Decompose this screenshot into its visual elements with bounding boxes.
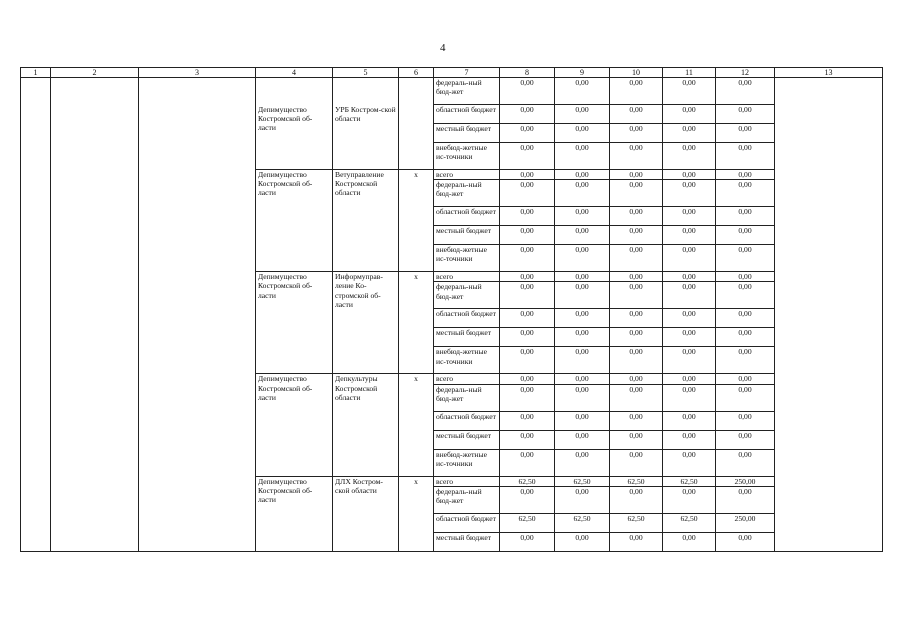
value-v11: 0,00: [663, 411, 716, 430]
value-v11: 0,00: [663, 282, 716, 309]
value-v9: 0,00: [555, 374, 610, 384]
value-v11: 0,00: [663, 124, 716, 143]
value-v12: 0,00: [716, 309, 775, 328]
value-v10: 0,00: [610, 170, 663, 180]
header-col-2: 2: [51, 68, 139, 78]
value-v8: 0,00: [500, 384, 555, 411]
value-v12: 0,00: [716, 105, 775, 124]
col-6-mark: x: [399, 170, 434, 272]
header-col-1: 1: [21, 68, 51, 78]
value-v9: 0,00: [555, 347, 610, 374]
value-v8: 0,00: [500, 282, 555, 309]
header-col-11: 11: [663, 68, 716, 78]
value-v11: 0,00: [663, 226, 716, 245]
col-13-cell: [775, 78, 883, 552]
value-v12: 0,00: [716, 78, 775, 105]
funding-source: федераль-ный бюд-жет: [434, 180, 500, 207]
funding-source: всего: [434, 476, 500, 486]
page-number: 4: [440, 42, 446, 54]
value-v8: 0,00: [500, 449, 555, 476]
value-v10: 0,00: [610, 105, 663, 124]
value-v11: 0,00: [663, 532, 716, 551]
value-v8: 0,00: [500, 411, 555, 430]
value-v9: 0,00: [555, 245, 610, 272]
funding-source: федераль-ный бюд-жет: [434, 384, 500, 411]
funding-source: местный бюджет: [434, 328, 500, 347]
value-v10: 62,50: [610, 513, 663, 532]
value-v12: 0,00: [716, 430, 775, 449]
value-v9: 0,00: [555, 143, 610, 170]
value-v10: 0,00: [610, 430, 663, 449]
value-v12: 0,00: [716, 124, 775, 143]
value-v8: 0,00: [500, 180, 555, 207]
value-v11: 0,00: [663, 374, 716, 384]
value-v8: 0,00: [500, 78, 555, 105]
budget-table: [20, 67, 883, 552]
value-v10: 0,00: [610, 245, 663, 272]
funding-source: всего: [434, 272, 500, 282]
header-col-12: 12: [716, 68, 775, 78]
value-v9: 0,00: [555, 486, 610, 513]
funding-source: внебюд-жетные ис-точники: [434, 347, 500, 374]
value-v12: 0,00: [716, 411, 775, 430]
value-v8: 0,00: [500, 486, 555, 513]
value-v11: 0,00: [663, 486, 716, 513]
funding-source: внебюд-жетные ис-точники: [434, 449, 500, 476]
value-v11: 0,00: [663, 78, 716, 105]
value-v12: 250,00: [716, 476, 775, 486]
col-6-mark: [399, 78, 434, 170]
col-6-mark: x: [399, 476, 434, 551]
value-v10: 0,00: [610, 486, 663, 513]
value-v8: 0,00: [500, 328, 555, 347]
value-v9: 0,00: [555, 532, 610, 551]
value-v11: 0,00: [663, 143, 716, 170]
value-v12: 0,00: [716, 486, 775, 513]
value-v9: 0,00: [555, 207, 610, 226]
value-v12: 0,00: [716, 207, 775, 226]
value-v9: 0,00: [555, 411, 610, 430]
value-v8: 62,50: [500, 476, 555, 486]
funding-source: федераль-ный бюд-жет: [434, 486, 500, 513]
value-v9: 0,00: [555, 105, 610, 124]
funding-source: областной бюджет: [434, 309, 500, 328]
value-v9: 0,00: [555, 449, 610, 476]
value-v8: 0,00: [500, 347, 555, 374]
responsible-executor: Депимущество Костромской об-ласти: [256, 170, 333, 272]
funding-source: внебюд-жетные ис-точники: [434, 143, 500, 170]
table-row: [21, 78, 883, 105]
value-v10: 0,00: [610, 226, 663, 245]
header-col-8: 8: [500, 68, 555, 78]
value-v12: 0,00: [716, 374, 775, 384]
value-v12: 0,00: [716, 384, 775, 411]
co-executor: Информуправ-ление Ко-стромской об-ласти: [333, 272, 399, 374]
responsible-executor: Депимущество Костромской об-ласти: [256, 476, 333, 551]
funding-source: всего: [434, 170, 500, 180]
value-v11: 0,00: [663, 245, 716, 272]
funding-source: всего: [434, 374, 500, 384]
value-v12: 0,00: [716, 226, 775, 245]
funding-source: областной бюджет: [434, 105, 500, 124]
value-v11: 0,00: [663, 272, 716, 282]
value-v12: 0,00: [716, 170, 775, 180]
value-v8: 0,00: [500, 272, 555, 282]
value-v9: 0,00: [555, 282, 610, 309]
value-v9: 0,00: [555, 180, 610, 207]
value-v11: 0,00: [663, 309, 716, 328]
value-v8: 0,00: [500, 430, 555, 449]
value-v8: 0,00: [500, 245, 555, 272]
header-col-4: 4: [256, 68, 333, 78]
funding-source: внебюд-жетные ис-точники: [434, 245, 500, 272]
value-v9: 0,00: [555, 78, 610, 105]
value-v9: 0,00: [555, 328, 610, 347]
co-executor: Ветуправление Костромской области: [333, 170, 399, 272]
value-v12: 0,00: [716, 180, 775, 207]
co-executor: Депкультуры Костромской области: [333, 374, 399, 476]
funding-source: областной бюджет: [434, 513, 500, 532]
funding-source: федераль-ный бюд-жет: [434, 282, 500, 309]
value-v8: 0,00: [500, 532, 555, 551]
value-v8: 0,00: [500, 124, 555, 143]
funding-source: федераль-ный бюд-жет: [434, 78, 500, 105]
responsible-executor: Депимущество Костромской об-ласти: [256, 374, 333, 476]
value-v9: 0,00: [555, 124, 610, 143]
value-v9: 62,50: [555, 513, 610, 532]
value-v11: 0,00: [663, 170, 716, 180]
responsible-executor: Депимущество Костромской об-ласти: [256, 272, 333, 374]
value-v10: 0,00: [610, 272, 663, 282]
value-v8: 0,00: [500, 170, 555, 180]
col-1-cell: [21, 78, 51, 552]
value-v12: 0,00: [716, 282, 775, 309]
header-col-5: 5: [333, 68, 399, 78]
value-v9: 0,00: [555, 384, 610, 411]
value-v12: 0,00: [716, 143, 775, 170]
funding-source: местный бюджет: [434, 124, 500, 143]
value-v11: 0,00: [663, 180, 716, 207]
value-v10: 0,00: [610, 384, 663, 411]
value-v11: 62,50: [663, 476, 716, 486]
col-2-cell: [51, 78, 139, 552]
value-v8: 0,00: [500, 143, 555, 170]
value-v8: 0,00: [500, 105, 555, 124]
value-v11: 0,00: [663, 449, 716, 476]
value-v12: 0,00: [716, 449, 775, 476]
value-v11: 0,00: [663, 384, 716, 411]
value-v9: 0,00: [555, 226, 610, 245]
value-v8: 0,00: [500, 226, 555, 245]
header-col-7: 7: [434, 68, 500, 78]
header-col-6: 6: [399, 68, 434, 78]
value-v8: 0,00: [500, 374, 555, 384]
value-v11: 0,00: [663, 347, 716, 374]
value-v12: 0,00: [716, 272, 775, 282]
value-v12: 0,00: [716, 328, 775, 347]
value-v10: 0,00: [610, 78, 663, 105]
value-v10: 0,00: [610, 180, 663, 207]
value-v8: 62,50: [500, 513, 555, 532]
header-col-10: 10: [610, 68, 663, 78]
responsible-executor: Депимущество Костромской об-ласти: [256, 78, 333, 170]
value-v10: 0,00: [610, 143, 663, 170]
value-v11: 62,50: [663, 513, 716, 532]
value-v11: 0,00: [663, 328, 716, 347]
header-col-13: 13: [775, 68, 883, 78]
value-v12: 0,00: [716, 532, 775, 551]
value-v12: 0,00: [716, 245, 775, 272]
col-6-mark: x: [399, 374, 434, 476]
value-v9: 0,00: [555, 430, 610, 449]
value-v10: 0,00: [610, 124, 663, 143]
value-v11: 0,00: [663, 430, 716, 449]
value-v9: 62,50: [555, 476, 610, 486]
header-col-3: 3: [139, 68, 256, 78]
value-v10: 0,00: [610, 411, 663, 430]
co-executor: ДЛХ Костром-ской области: [333, 476, 399, 551]
value-v11: 0,00: [663, 207, 716, 226]
value-v11: 0,00: [663, 105, 716, 124]
value-v10: 0,00: [610, 347, 663, 374]
header-col-9: 9: [555, 68, 610, 78]
value-v10: 0,00: [610, 207, 663, 226]
value-v10: 0,00: [610, 449, 663, 476]
co-executor: УРБ Костром-ской области: [333, 78, 399, 170]
value-v9: 0,00: [555, 272, 610, 282]
funding-source: областной бюджет: [434, 411, 500, 430]
col-3-cell: [139, 78, 256, 552]
value-v10: 0,00: [610, 374, 663, 384]
value-v8: 0,00: [500, 207, 555, 226]
value-v9: 0,00: [555, 170, 610, 180]
funding-source: местный бюджет: [434, 532, 500, 551]
col-6-mark: x: [399, 272, 434, 374]
value-v12: 0,00: [716, 347, 775, 374]
funding-source: местный бюджет: [434, 226, 500, 245]
value-v10: 0,00: [610, 328, 663, 347]
value-v12: 250,00: [716, 513, 775, 532]
value-v10: 62,50: [610, 476, 663, 486]
value-v10: 0,00: [610, 309, 663, 328]
value-v10: 0,00: [610, 282, 663, 309]
value-v9: 0,00: [555, 309, 610, 328]
header-row: [21, 68, 883, 78]
funding-source: местный бюджет: [434, 430, 500, 449]
value-v10: 0,00: [610, 532, 663, 551]
funding-source: областной бюджет: [434, 207, 500, 226]
value-v8: 0,00: [500, 309, 555, 328]
